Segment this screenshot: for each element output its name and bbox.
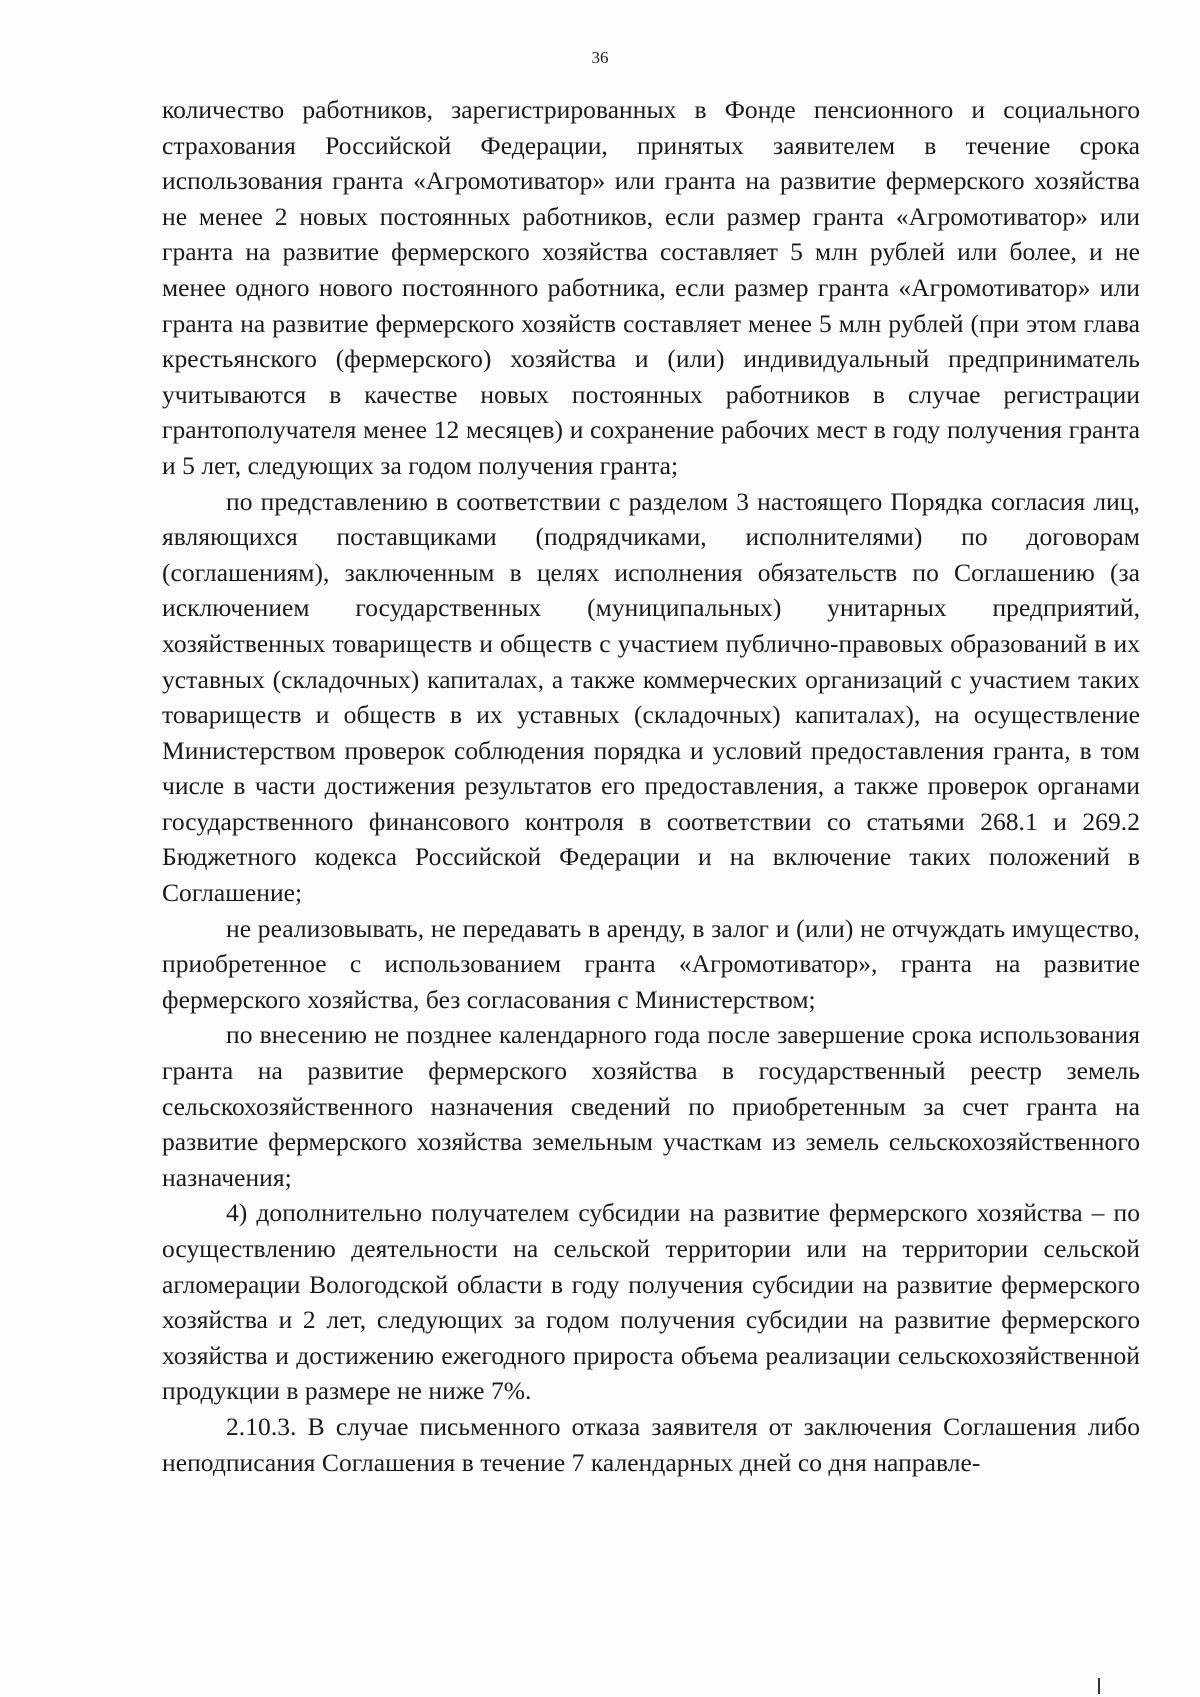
paragraph: 4) дополнительно получателем субсидии на развитие фермерского хозяйства – по осуществлению деятельности на сельской территории или на территории сельской агломерации Вологодской области в году получения субсидии на развитие фермерского хозяйства и 2 лет, следующих за годом получения субсидии на развитие фермерского хозяйства и достижению ежегодного прироста объема реализации сельскохозяйственной продукции в размере не ниже 7%. <box>162 1198 1140 1406</box>
paragraph: 2.10.3. В случае письменного отказа заявителя от заключения Соглашения либо неподписания Соглашения в течение 7 календарных дней со дня направле- <box>162 1411 1140 1477</box>
document-body <box>162 92 1140 1480</box>
paragraph-continuation: количество работников, зарегистрированных в Фонде пенсионного и социального страхования Российской Федерации, принятых заявителем в течение срока использования гранта «Агромотиватор» или гранта на развитие фермерского хозяйства не менее 2 новых постоянных работников, если размер гранта «Агромотиватор» или гранта на развитие фермерского хозяйства составляет 5 млн рублей или более, и не менее одного нового постоянного работника, если размер гранта «Агромотиватор» или гранта на развитие фермерского хозяйств составляет менее 5 млн рублей (при этом глава крестьянского (фермерского) хозяйства и (или) индивидуальный предприниматель учитываются в качестве новых постоянных работников в случае регистрации грантополучателя менее 12 месяцев) и сохранение рабочих мест в году получения гранта и 5 лет, следующих за годом получения гранта; <box>162 95 1140 480</box>
scan-artifact-mark <box>1098 1678 1100 1694</box>
paragraph: не реализовывать, не передавать в аренду, в залог и (или) не отчуждать имущество, приобретенное с использованием гранта «Агромотиватор», гранта на развитие фермерского хозяйства, без согласования с Министерством; <box>162 913 1140 1014</box>
paragraph: по внесению не позднее календарного года после завершение срока использования гранта на развитие фермерского хозяйства в государственный реестр земель сельскохозяйственного назначения сведений по приобретенным за счет гранта на развитие фермерского хозяйства земельным участкам из земель сельскохозяйственного назначения; <box>162 1020 1140 1192</box>
page-number: 36 <box>591 48 609 67</box>
paragraph: по представлению в соответствии с разделом 3 настоящего Порядка согласия лиц, являющихся поставщиками (подрядчиками, исполнителями) по договорам (соглашениям), заключенным в целях исполнения обязательств по Соглашению (за исключением государственных (муниципальных) унитарных предприятий, хозяйственных товариществ и обществ с участием публично-правовых образований в их уставных (складочных) капиталах, а также коммерческих организаций с участием таких товариществ и обществ в их уставных (складочных) капиталах), на осуществление Министерством проверок соблюдения порядка и условий предоставления гранта, в том числе в части достижения результатов его предоставления, а также проверок органами государственного финансового контроля в соответствии со статьями 268.1 и 269.2 Бюджетного кодекса Российской Федерации и на включение таких положений в Соглашение; <box>162 486 1140 908</box>
